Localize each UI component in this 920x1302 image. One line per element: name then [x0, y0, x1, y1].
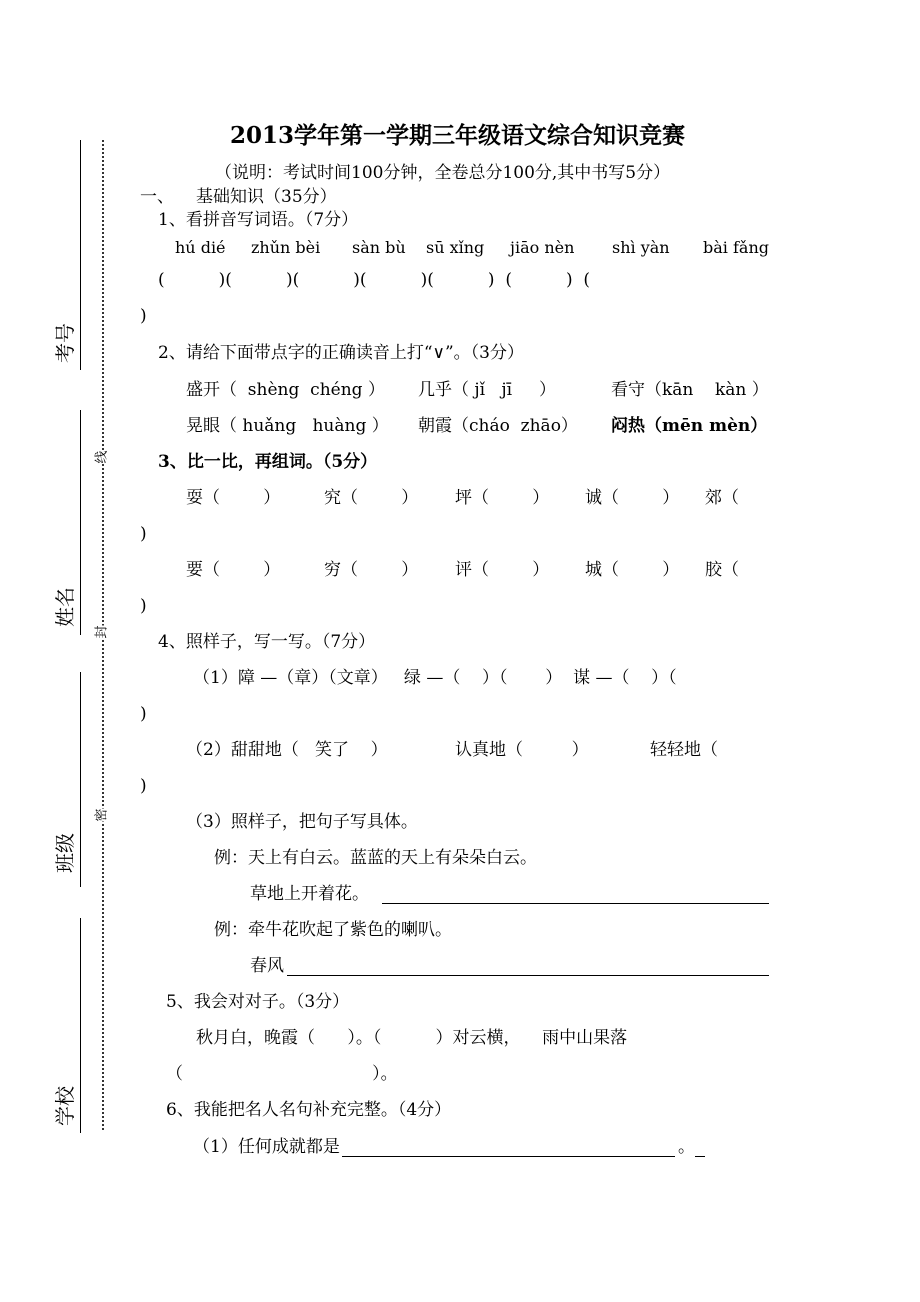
- q4-prompt-1: 草地上开着花。: [250, 884, 369, 904]
- q2-item-6[interactable]: 闷热（mēn mèn）: [611, 416, 768, 436]
- q1-answer-brackets[interactable]: ( )( )( )( )( ) ( ) (: [158, 270, 591, 290]
- q6-item1-suffix: 。: [678, 1137, 695, 1157]
- q4-part2-item-2[interactable]: 认真地（ ）: [455, 740, 589, 760]
- page-title: 2013学年第一学期三年级语文综合知识竞赛: [230, 122, 686, 149]
- sidebar-line-exam-no: [80, 140, 81, 370]
- q2-item-5[interactable]: 朝霞（cháo zhāo）: [418, 416, 578, 436]
- sidebar-line-class: [80, 672, 81, 887]
- q1-pinyin-1: hú dié: [175, 238, 226, 257]
- q4-title: 4、照样子，写一写。（7分）: [158, 632, 376, 652]
- q2-item-4[interactable]: 晃眼（ huǎng huàng ）: [186, 416, 389, 436]
- q1-pinyin-4: sū xǐng: [426, 238, 485, 257]
- q6-item1-prefix: （1）任何成就都是: [193, 1137, 340, 1157]
- exam-note: （说明：考试时间100分钟，全卷总分100分,其中书写5分）: [215, 163, 671, 183]
- section-title: 基础知识（35分）: [196, 187, 337, 207]
- q3-row2-item-1[interactable]: 要（ ）: [186, 560, 281, 580]
- q2-title: 2、请给下面带点字的正确读音上打“∨”。（3分）: [158, 343, 524, 363]
- q6-trailing-mark: [695, 1156, 705, 1157]
- sidebar-label-exam-no: 考号: [53, 323, 77, 363]
- q4-example-2: 例：牵牛花吹起了紫色的喇叭。: [214, 920, 452, 940]
- q4-part2-item-1[interactable]: （2）甜甜地（ 笑了 ）: [186, 740, 388, 760]
- sidebar-line-name: [80, 410, 81, 635]
- q4-part3-title: （3）照样子，把句子写具体。: [186, 812, 418, 832]
- q2-item-1[interactable]: 盛开（ shèng chéng ）: [186, 380, 385, 400]
- q2-item-3[interactable]: 看守（kān kàn ）: [611, 380, 769, 400]
- q1-pinyin-6: shì yàn: [612, 238, 670, 257]
- q6-title: 6、我能把名人名句补充完整。（4分）: [166, 1100, 452, 1120]
- q3-row1-item-2[interactable]: 究（ ）: [324, 488, 419, 508]
- q1-bracket-end: ): [140, 306, 147, 326]
- q1-pinyin-3: sàn bù: [352, 238, 406, 257]
- q1-title: 1、看拼音写词语。（7分）: [158, 210, 359, 230]
- q3-row2-item-3[interactable]: 评（ ）: [455, 560, 550, 580]
- seal-mark-line: 线: [94, 450, 110, 464]
- q3-row2-item-4[interactable]: 城（ ）: [585, 560, 680, 580]
- sidebar-label-class: 班级: [53, 833, 77, 873]
- q4-part2-item-3[interactable]: 轻轻地（: [650, 740, 718, 760]
- q2-item-2[interactable]: 几乎（ jǐ jī ）: [418, 380, 557, 400]
- seal-mark-seal: 封: [94, 625, 110, 639]
- q3-row2-end: ): [140, 596, 147, 616]
- q4-example-1: 例：天上有白云。蓝蓝的天上有朵朵白云。: [214, 848, 537, 868]
- q1-pinyin-5: jiāo nèn: [510, 238, 575, 257]
- q4-answer-line-1[interactable]: [382, 903, 769, 904]
- q3-row1-item-1[interactable]: 耍（ ）: [186, 488, 281, 508]
- q1-pinyin-2: zhǔn bèi: [251, 238, 321, 257]
- q3-row2-item-2[interactable]: 穷（ ）: [324, 560, 419, 580]
- sidebar-label-school: 学校: [53, 1086, 77, 1126]
- q5-line-2[interactable]: （ ）。: [166, 1064, 398, 1084]
- q4-part1[interactable]: （1）障 —（章）（文章） 绿 —（ ）（ ） 谋 —（ ）（: [193, 668, 677, 688]
- q1-pinyin-7: bài fǎng: [703, 238, 769, 257]
- seal-mark-secret: 密: [94, 808, 110, 822]
- sidebar-line-school: [80, 918, 81, 1133]
- q3-row1-item-5[interactable]: 郊（: [705, 488, 739, 508]
- section-number: 一、: [140, 187, 174, 207]
- q5-line-1[interactable]: 秋月白，晚霞（ ）。（ ）对云横， 雨中山果落: [196, 1028, 628, 1048]
- q6-answer-line-1[interactable]: [342, 1156, 675, 1157]
- q3-row1-end: ): [140, 524, 147, 544]
- q4-prompt-2: 春风: [250, 956, 284, 976]
- q3-row1-item-3[interactable]: 坪（ ）: [455, 488, 550, 508]
- q4-part1-end: ): [140, 704, 147, 724]
- q3-title: 3、比一比，再组词。（5分）: [158, 452, 378, 472]
- q3-row2-item-5[interactable]: 胶（: [705, 560, 739, 580]
- q4-answer-line-2[interactable]: [287, 975, 769, 976]
- q4-part2-end: ): [140, 776, 147, 796]
- q3-row1-item-4[interactable]: 诚（ ）: [585, 488, 680, 508]
- q5-title: 5、我会对对子。（3分）: [166, 992, 350, 1012]
- sidebar-label-name: 姓名: [53, 587, 77, 627]
